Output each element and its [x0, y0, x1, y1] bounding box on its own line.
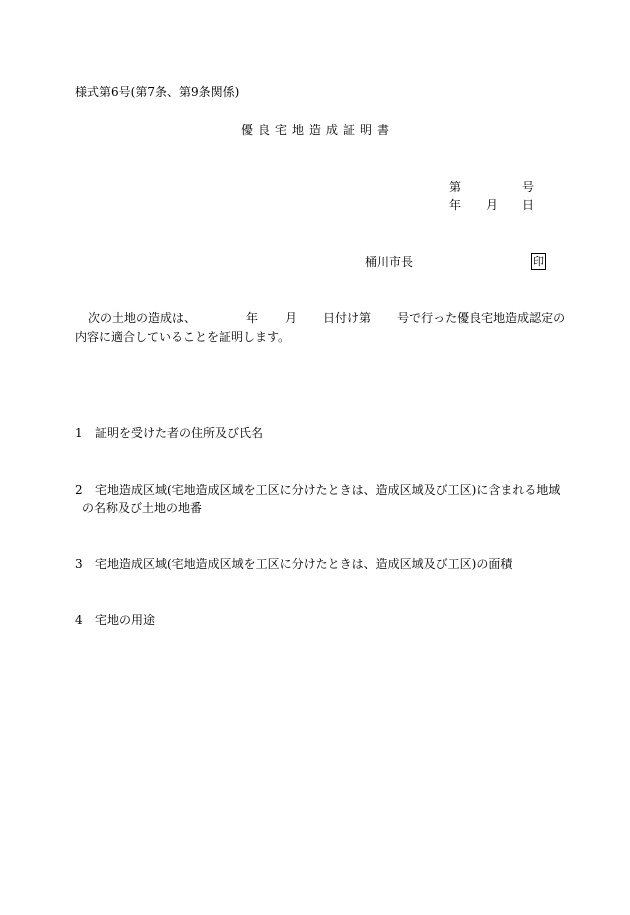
issue-date-year: 年: [449, 198, 462, 212]
issuer-name: 桶川市長: [365, 255, 414, 269]
issue-date-day: 日: [522, 198, 535, 212]
list-item-text: 宅地造成区域(宅地造成区域を工区に分けたときは、造成区域及び工区)の面積: [95, 557, 513, 571]
body-part-1: 次の土地の造成は、: [88, 311, 197, 325]
body-text-line-2: 内容に適合していることを証明します。: [75, 330, 291, 344]
form-number: 様式第6号(第7条、第9条関係): [75, 85, 240, 99]
issue-date-month: 月: [486, 198, 499, 212]
body-day-and-number: 日付け第: [323, 311, 372, 325]
list-item-number: 3: [75, 557, 83, 571]
list-item: [75, 558, 512, 570]
list-item-number: 1: [75, 426, 83, 440]
list-item: [75, 484, 560, 496]
seal-mark: 印: [533, 255, 544, 268]
list-item: [75, 614, 155, 626]
list-item-number: 4: [75, 613, 83, 627]
list-item-text: 宅地の用途: [95, 613, 156, 627]
list-item-text: 宅地造成区域(宅地造成区域を工区に分けたときは、造成区域及び工区)に含まれる地域: [95, 483, 561, 497]
issue-number-suffix: 号: [522, 180, 535, 194]
list-item: [75, 427, 263, 439]
list-item-number: 2: [75, 483, 83, 497]
list-item-continuation: の名称及び土地の地番: [82, 501, 203, 515]
document-title: 優良宅地造成証明書: [241, 123, 395, 137]
body-text-line-1: [88, 312, 565, 324]
body-part-2: 号で行った優良宅地造成認定の: [397, 311, 566, 325]
body-month: 月: [285, 311, 298, 325]
list-item-text: 証明を受けた者の住所及び氏名: [95, 426, 264, 440]
issue-number-prefix: 第: [449, 180, 462, 194]
body-year: 年: [246, 311, 259, 325]
